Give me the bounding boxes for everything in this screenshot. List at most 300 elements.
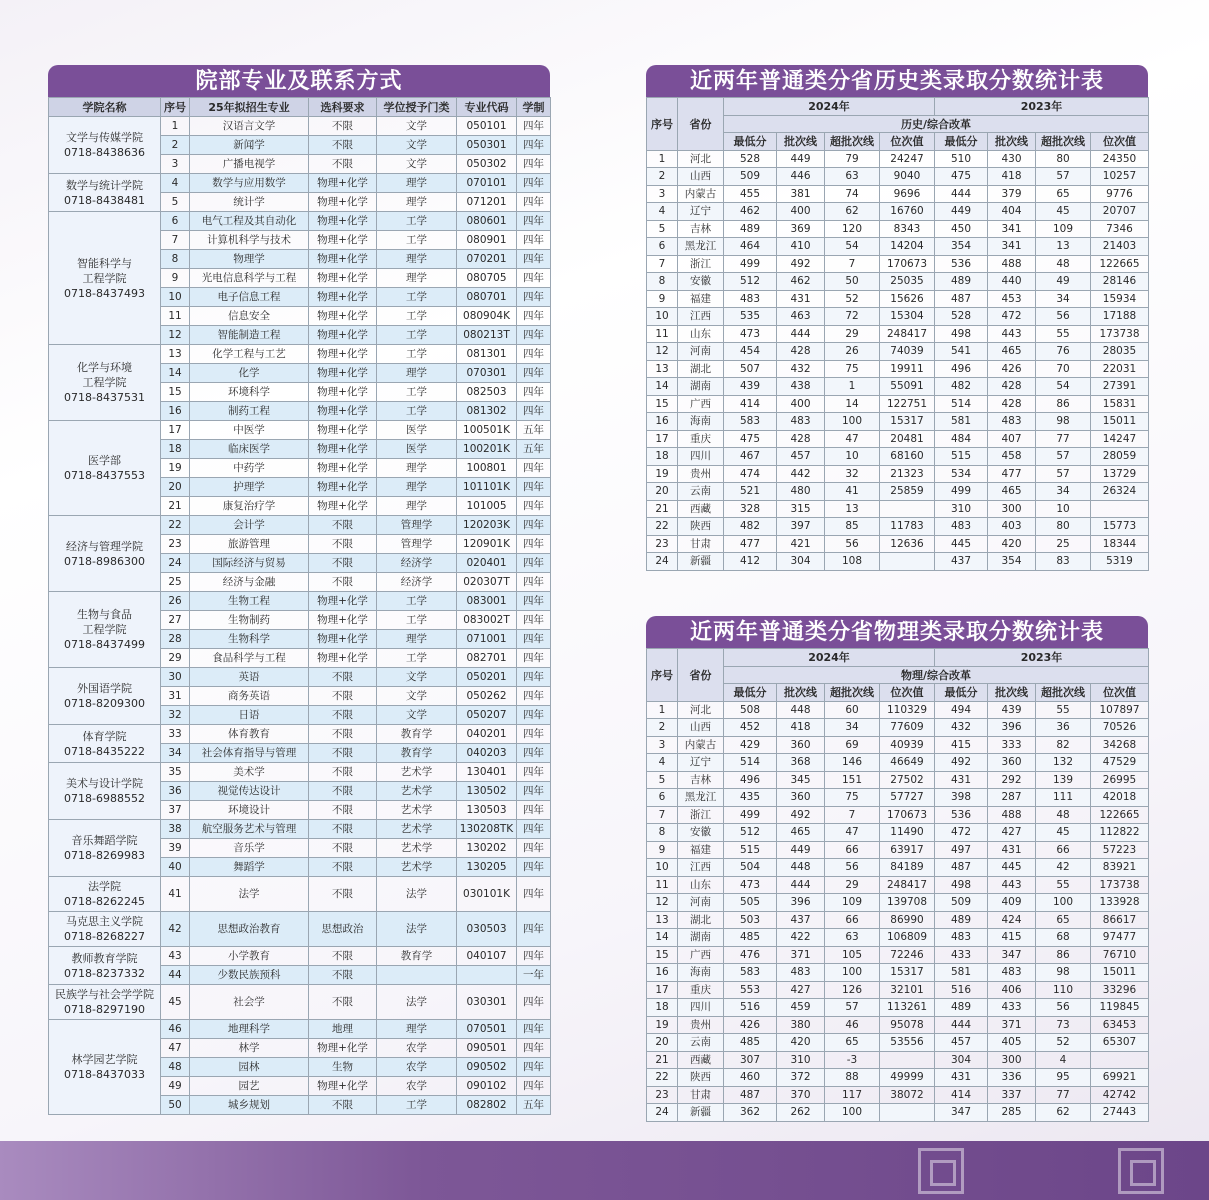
batch-line-cell: 336: [988, 1069, 1036, 1087]
min-score-cell: 496: [724, 771, 777, 789]
rank-cell: 63917: [880, 841, 935, 859]
major-cell: 英语: [190, 668, 309, 687]
seq-cell: 15: [161, 383, 190, 402]
code-cell: 130205: [457, 858, 517, 877]
duration-cell: 四年: [517, 820, 551, 839]
rank-cell: 24350: [1091, 150, 1149, 168]
subject-req-cell: 不限: [309, 801, 377, 820]
batch-line-cell: 492: [777, 806, 825, 824]
province-cell: 四川: [678, 448, 724, 466]
major-cell: 社会学: [190, 985, 309, 1020]
seq-cell: 22: [647, 518, 678, 536]
rank-cell: 248417: [880, 325, 935, 343]
code-cell: 090501: [457, 1039, 517, 1058]
rank-cell: 15317: [880, 413, 935, 431]
table-row: [647, 500, 1149, 518]
header-above-batch: 超批次线: [825, 684, 880, 702]
seq-cell: 14: [161, 364, 190, 383]
rank-cell: [880, 500, 935, 518]
province-cell: 河北: [678, 701, 724, 719]
seq-cell: 28: [161, 630, 190, 649]
duration-cell: 四年: [517, 649, 551, 668]
subject-req-cell: 物理+化学: [309, 1039, 377, 1058]
college-name: 教师教育学院: [71, 951, 138, 965]
above-batch-cell: 100: [1036, 894, 1091, 912]
header-rank: 位次值: [880, 133, 935, 151]
seq-cell: 41: [161, 877, 190, 912]
degree-cell: 艺术学: [377, 763, 457, 782]
above-batch-cell: 74: [825, 185, 880, 203]
major-cell: 社会体育指导与管理: [190, 744, 309, 763]
subject-req-cell: 不限: [309, 947, 377, 966]
table-row: [647, 894, 1149, 912]
duration-cell: 四年: [517, 345, 551, 364]
college-phone: 0718-8237332: [64, 966, 145, 980]
degree-cell: 理学: [377, 630, 457, 649]
table-row: [647, 413, 1149, 431]
province-cell: 陕西: [678, 518, 724, 536]
table-row: [49, 174, 551, 193]
header-seq: 序号: [647, 649, 678, 702]
code-cell: 040203: [457, 744, 517, 763]
above-batch-cell: 77: [1036, 430, 1091, 448]
min-score-cell: 432: [935, 719, 988, 737]
code-cell: 030503: [457, 912, 517, 947]
seq-cell: 18: [647, 999, 678, 1017]
table-row: [647, 290, 1149, 308]
above-batch-cell: 14: [825, 395, 880, 413]
seq-cell: 44: [161, 966, 190, 985]
rank-cell: 11783: [880, 518, 935, 536]
duration-cell: 四年: [517, 801, 551, 820]
duration-cell: 四年: [517, 985, 551, 1020]
code-cell: 030101K: [457, 877, 517, 912]
seq-cell: 10: [161, 288, 190, 307]
table-row: [647, 430, 1149, 448]
above-batch-cell: 108: [825, 553, 880, 571]
rank-cell: [880, 1104, 935, 1122]
rank-cell: 122665: [1091, 806, 1149, 824]
table-row: [49, 668, 551, 687]
header-subject-req: 选科要求: [309, 98, 377, 117]
seq-cell: 5: [647, 771, 678, 789]
degree-cell: 艺术学: [377, 858, 457, 877]
duration-cell: 四年: [517, 383, 551, 402]
seq-cell: 1: [647, 701, 678, 719]
duration-cell: 四年: [517, 497, 551, 516]
history-scores-panel: [646, 65, 1148, 571]
degree-cell: 经济学: [377, 554, 457, 573]
degree-cell: 医学: [377, 440, 457, 459]
subject-req-cell: 物理+化学: [309, 326, 377, 345]
major-cell: 数学与应用数学: [190, 174, 309, 193]
batch-line-cell: 459: [777, 999, 825, 1017]
province-cell: 浙江: [678, 806, 724, 824]
rank-cell: 70526: [1091, 719, 1149, 737]
header-above-batch: 超批次线: [825, 133, 880, 151]
province-cell: 山东: [678, 325, 724, 343]
min-score-cell: 462: [724, 203, 777, 221]
above-batch-cell: 63: [825, 929, 880, 947]
min-score-cell: 475: [724, 430, 777, 448]
seq-cell: 4: [647, 203, 678, 221]
batch-line-cell: 409: [988, 894, 1036, 912]
above-batch-cell: 117: [825, 1086, 880, 1104]
above-batch-cell: 75: [825, 789, 880, 807]
code-cell: 080904K: [457, 307, 517, 326]
major-cell: 城乡规划: [190, 1096, 309, 1115]
above-batch-cell: 109: [1036, 220, 1091, 238]
subject-req-cell: 物理+化学: [309, 193, 377, 212]
above-batch-cell: 7: [825, 806, 880, 824]
seq-cell: 25: [161, 573, 190, 592]
min-score-cell: 581: [935, 964, 988, 982]
table-row: [647, 736, 1149, 754]
batch-line-cell: 368: [777, 754, 825, 772]
duration-cell: 四年: [517, 174, 551, 193]
seq-cell: 24: [161, 554, 190, 573]
seq-cell: 50: [161, 1096, 190, 1115]
seq-cell: 27: [161, 611, 190, 630]
subject-req-cell: 不限: [309, 516, 377, 535]
batch-line-cell: 443: [988, 876, 1036, 894]
rank-cell: 76710: [1091, 946, 1149, 964]
code-cell: 080705: [457, 269, 517, 288]
major-cell: 智能制造工程: [190, 326, 309, 345]
header-min-score: 最低分: [724, 133, 777, 151]
province-cell: 黑龙江: [678, 238, 724, 256]
min-score-cell: 455: [724, 185, 777, 203]
major-cell: 环境设计: [190, 801, 309, 820]
above-batch-cell: 7: [825, 255, 880, 273]
subject-req-cell: 物理+化学: [309, 231, 377, 250]
rank-cell: 15773: [1091, 518, 1149, 536]
code-cell: 083001: [457, 592, 517, 611]
seq-cell: 10: [647, 308, 678, 326]
batch-line-cell: 403: [988, 518, 1036, 536]
table-row: [647, 465, 1149, 483]
code-cell: 040107: [457, 947, 517, 966]
seq-cell: 15: [647, 395, 678, 413]
code-cell: 080213T: [457, 326, 517, 345]
major-cell: 生物制药: [190, 611, 309, 630]
subject-req-cell: 物理+化学: [309, 611, 377, 630]
rank-cell: 15011: [1091, 413, 1149, 431]
batch-line-cell: 431: [988, 841, 1036, 859]
seq-cell: 18: [647, 448, 678, 466]
rank-cell: [880, 553, 935, 571]
above-batch-cell: 32: [825, 465, 880, 483]
subject-req-cell: 不限: [309, 782, 377, 801]
province-cell: 山西: [678, 719, 724, 737]
seq-cell: 16: [161, 402, 190, 421]
seq-cell: 47: [161, 1039, 190, 1058]
duration-cell: 四年: [517, 782, 551, 801]
province-cell: 湖北: [678, 911, 724, 929]
duration-cell: 四年: [517, 269, 551, 288]
majors-table: [48, 97, 551, 1115]
min-score-cell: 509: [724, 168, 777, 186]
province-cell: 云南: [678, 483, 724, 501]
min-score-cell: 499: [935, 483, 988, 501]
min-score-cell: 431: [935, 771, 988, 789]
header-major: 25年拟招生专业: [190, 98, 309, 117]
min-score-cell: 482: [724, 518, 777, 536]
code-cell: 101101K: [457, 478, 517, 497]
college-name: 经济与管理学院: [66, 539, 143, 553]
code-cell: 070501: [457, 1020, 517, 1039]
min-score-cell: 449: [935, 203, 988, 221]
seq-cell: 2: [161, 136, 190, 155]
major-cell: 化学工程与工艺: [190, 345, 309, 364]
code-cell: 101005: [457, 497, 517, 516]
min-score-cell: 473: [724, 876, 777, 894]
batch-line-cell: 465: [988, 343, 1036, 361]
batch-line-cell: 341: [988, 238, 1036, 256]
rank-cell: 69921: [1091, 1069, 1149, 1087]
above-batch-cell: 45: [1036, 824, 1091, 842]
seq-cell: 20: [161, 478, 190, 497]
seq-cell: 18: [161, 440, 190, 459]
above-batch-cell: 55: [1036, 701, 1091, 719]
min-score-cell: 521: [724, 483, 777, 501]
above-batch-cell: 62: [825, 203, 880, 221]
seq-cell: 20: [647, 1034, 678, 1052]
above-batch-cell: 86: [1036, 946, 1091, 964]
table-row: [647, 841, 1149, 859]
min-score-cell: 412: [724, 553, 777, 571]
code-cell: 071201: [457, 193, 517, 212]
batch-line-cell: 405: [988, 1034, 1036, 1052]
seq-cell: 6: [647, 238, 678, 256]
seq-cell: 6: [161, 212, 190, 231]
province-cell: 湖南: [678, 378, 724, 396]
duration-cell: 五年: [517, 1096, 551, 1115]
duration-cell: 四年: [517, 744, 551, 763]
province-cell: 甘肃: [678, 535, 724, 553]
subject-req-cell: 物理+化学: [309, 649, 377, 668]
major-cell: 广播电视学: [190, 155, 309, 174]
table-row: [647, 806, 1149, 824]
above-batch-cell: 79: [825, 150, 880, 168]
rank-cell: 16760: [880, 203, 935, 221]
duration-cell: 四年: [517, 912, 551, 947]
min-score-cell: 472: [935, 824, 988, 842]
college-cell: [49, 763, 161, 820]
rank-cell: 49999: [880, 1069, 935, 1087]
header-college: 学院名称: [49, 98, 161, 117]
major-cell: 食品科学与工程: [190, 649, 309, 668]
college-cell: [49, 174, 161, 212]
min-score-cell: 414: [724, 395, 777, 413]
rank-cell: 40939: [880, 736, 935, 754]
seq-cell: 1: [647, 150, 678, 168]
degree-cell: 艺术学: [377, 820, 457, 839]
rank-cell: 8343: [880, 220, 935, 238]
duration-cell: 四年: [517, 1077, 551, 1096]
province-cell: 山西: [678, 168, 724, 186]
min-score-cell: 457: [935, 1034, 988, 1052]
code-cell: 090102: [457, 1077, 517, 1096]
subject-req-cell: 物理+化学: [309, 478, 377, 497]
rank-cell: 112822: [1091, 824, 1149, 842]
min-score-cell: 482: [935, 378, 988, 396]
table-row: [647, 999, 1149, 1017]
batch-line-cell: 381: [777, 185, 825, 203]
code-cell: 130202: [457, 839, 517, 858]
table-row: [647, 518, 1149, 536]
batch-line-cell: 428: [988, 395, 1036, 413]
major-cell: 汉语言文学: [190, 117, 309, 136]
above-batch-cell: 34: [1036, 290, 1091, 308]
table-row: [647, 553, 1149, 571]
rank-cell: 68160: [880, 448, 935, 466]
table-row: [647, 255, 1149, 273]
above-batch-cell: 34: [825, 719, 880, 737]
seq-cell: 4: [161, 174, 190, 193]
seq-cell: 15: [647, 946, 678, 964]
college-name: 生物与食品: [77, 608, 132, 621]
min-score-cell: 489: [935, 273, 988, 291]
code-cell: 083002T: [457, 611, 517, 630]
degree-cell: 法学: [377, 912, 457, 947]
table-row: [647, 824, 1149, 842]
above-batch-cell: 66: [825, 911, 880, 929]
rank-cell: 139708: [880, 894, 935, 912]
seq-cell: 49: [161, 1077, 190, 1096]
rank-cell: 18344: [1091, 535, 1149, 553]
college-cell: [49, 212, 161, 345]
header-seq: 序号: [647, 98, 678, 151]
rank-cell: [1091, 500, 1149, 518]
header-rank: 位次值: [880, 684, 935, 702]
above-batch-cell: 65: [1036, 911, 1091, 929]
batch-line-cell: 406: [988, 981, 1036, 999]
min-score-cell: 512: [724, 824, 777, 842]
rank-cell: 47529: [1091, 754, 1149, 772]
code-cell: 130502: [457, 782, 517, 801]
above-batch-cell: 57: [1036, 465, 1091, 483]
table-row: [647, 754, 1149, 772]
batch-line-cell: 458: [988, 448, 1036, 466]
batch-line-cell: 427: [988, 824, 1036, 842]
min-score-cell: 487: [724, 1086, 777, 1104]
batch-line-cell: 421: [777, 535, 825, 553]
degree-cell: 医学: [377, 421, 457, 440]
min-score-cell: 504: [724, 859, 777, 877]
batch-line-cell: 432: [777, 360, 825, 378]
subject-req-cell: 不限: [309, 985, 377, 1020]
rank-cell: 11490: [880, 824, 935, 842]
province-cell: 安徽: [678, 273, 724, 291]
rank-cell: 33296: [1091, 981, 1149, 999]
rank-cell: 57727: [880, 789, 935, 807]
min-score-cell: 536: [935, 255, 988, 273]
subject-req-cell: 地理: [309, 1020, 377, 1039]
province-cell: 西藏: [678, 1051, 724, 1069]
batch-line-cell: 431: [777, 290, 825, 308]
min-score-cell: 485: [724, 929, 777, 947]
degree-cell: 文学: [377, 117, 457, 136]
subject-req-cell: 物理+化学: [309, 421, 377, 440]
min-score-cell: 508: [724, 701, 777, 719]
rank-cell: 170673: [880, 806, 935, 824]
code-cell: 050262: [457, 687, 517, 706]
degree-cell: 农学: [377, 1039, 457, 1058]
degree-cell: 工学: [377, 326, 457, 345]
duration-cell: 五年: [517, 421, 551, 440]
college-phone: 0718-8262245: [64, 895, 145, 908]
college-name: 林学园艺学院: [71, 1053, 138, 1066]
table-row: [647, 1051, 1149, 1069]
header-rank: 位次值: [1091, 684, 1149, 702]
major-cell: 电气工程及其自动化: [190, 212, 309, 231]
min-score-cell: 496: [935, 360, 988, 378]
rank-cell: 9040: [880, 168, 935, 186]
college-cell: [49, 592, 161, 668]
batch-line-cell: 292: [988, 771, 1036, 789]
batch-line-cell: 379: [988, 185, 1036, 203]
college-cell: [49, 668, 161, 725]
duration-cell: 四年: [517, 516, 551, 535]
province-cell: 浙江: [678, 255, 724, 273]
batch-line-cell: 462: [777, 273, 825, 291]
subject-req-cell: 不限: [309, 763, 377, 782]
seq-cell: 35: [161, 763, 190, 782]
min-score-cell: 445: [935, 535, 988, 553]
table-row: [49, 421, 551, 440]
above-batch-cell: 1: [825, 378, 880, 396]
batch-line-cell: 337: [988, 1086, 1036, 1104]
rank-cell: 15626: [880, 290, 935, 308]
subject-req-cell: 物理+化学: [309, 497, 377, 516]
degree-cell: 工学: [377, 212, 457, 231]
rank-cell: 86617: [1091, 911, 1149, 929]
above-batch-cell: 45: [1036, 203, 1091, 221]
seq-cell: 13: [161, 345, 190, 364]
above-batch-cell: 26: [825, 343, 880, 361]
min-score-cell: 435: [724, 789, 777, 807]
code-cell: 050201: [457, 668, 517, 687]
degree-cell: 理学: [377, 193, 457, 212]
seq-cell: 32: [161, 706, 190, 725]
college-phone: 0718-8435222: [64, 744, 145, 758]
degree-cell: 工学: [377, 649, 457, 668]
table-row: [647, 150, 1149, 168]
min-score-cell: 450: [935, 220, 988, 238]
major-cell: 信息安全: [190, 307, 309, 326]
header-province: 省份: [678, 98, 724, 151]
above-batch-cell: 66: [825, 841, 880, 859]
college-cell: [49, 516, 161, 592]
table-row: [647, 876, 1149, 894]
majors-table-header: [49, 98, 551, 117]
header-min-score: 最低分: [935, 133, 988, 151]
subject-req-cell: 物理+化学: [309, 383, 377, 402]
min-score-cell: 475: [935, 168, 988, 186]
physics-scores-title: 近两年普通类分省物理类录取分数统计表: [646, 616, 1148, 648]
degree-cell: 工学: [377, 592, 457, 611]
above-batch-cell: 65: [1036, 185, 1091, 203]
min-score-cell: 487: [935, 290, 988, 308]
batch-line-cell: 440: [988, 273, 1036, 291]
above-batch-cell: 54: [825, 238, 880, 256]
subject-req-cell: 物理+化学: [309, 592, 377, 611]
table-row: [647, 1016, 1149, 1034]
major-cell: 生物工程: [190, 592, 309, 611]
subject-req-cell: 不限: [309, 839, 377, 858]
above-batch-cell: 56: [1036, 308, 1091, 326]
